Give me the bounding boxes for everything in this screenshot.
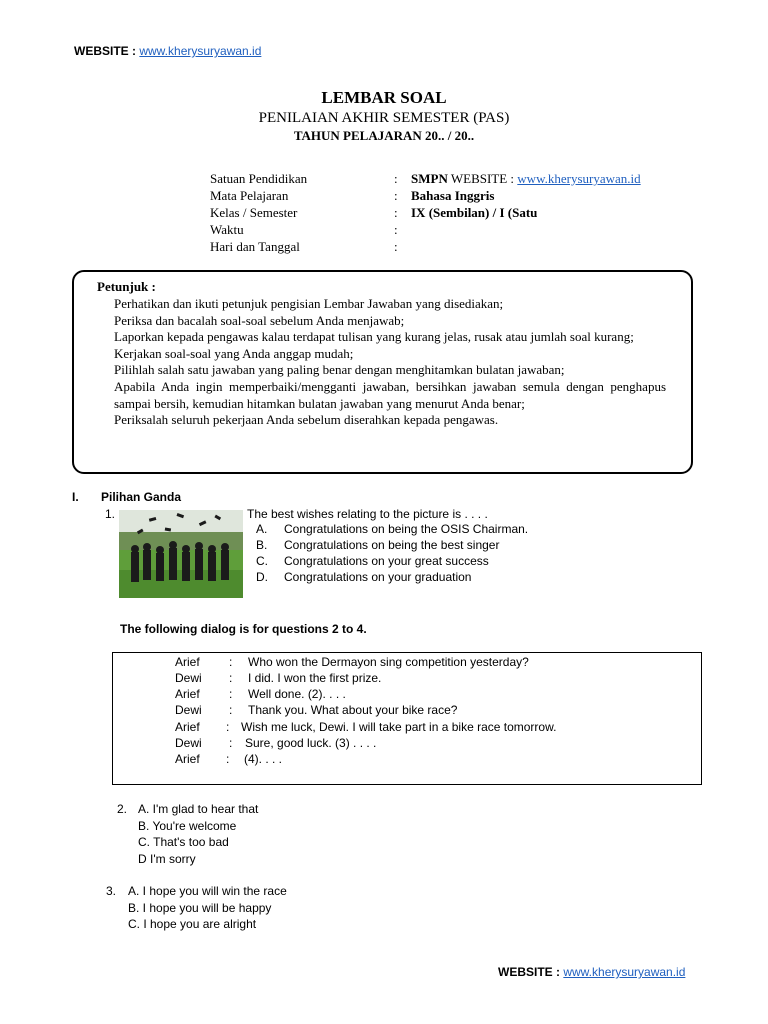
identity-row xyxy=(0,171,768,188)
dialog-line: (4). . . . xyxy=(244,752,283,766)
dialog-speaker: Dewi xyxy=(175,736,202,750)
page-title: LEMBAR SOAL xyxy=(321,88,447,107)
dialog-colon: : xyxy=(229,687,233,701)
identity-row xyxy=(0,222,768,239)
instruction-item: Periksa dan bacalah soal-soal sebelum Anda menjawab; xyxy=(114,312,405,328)
dialog-speaker: Dewi xyxy=(175,671,202,685)
dialog-line: Wish me luck, Dewi. I will take part in a bike race tomorrow. xyxy=(241,720,557,734)
identity-label: Waktu xyxy=(210,222,244,237)
instruction-item: Laporkan kepada pengawas kalau terdapat tulisan yang kurang jelas, rusak atau jumlah soal kurang; xyxy=(114,329,634,345)
q1-options xyxy=(0,522,768,592)
dialog-line: Who won the Dermayon sing competition yesterday? xyxy=(248,655,529,669)
option-text[interactable]: A. I hope you will win the race xyxy=(128,884,287,898)
option-text[interactable]: Congratulations on being the OSIS Chairman. xyxy=(284,522,529,536)
identity-value: IX (Sembilan) / I (Satu xyxy=(411,205,538,220)
instruction-item: Perhatikan dan ikuti petunjuk pengisian Lembar Jawaban yang disediakan; xyxy=(114,296,504,311)
identity-row xyxy=(0,205,768,222)
school-name: SMPN xyxy=(411,171,448,186)
option-letter: C. xyxy=(256,554,268,568)
dialog-colon: : xyxy=(226,752,230,766)
dialog-speaker: Arief xyxy=(175,687,200,701)
identity-label: Mata Pelajaran xyxy=(210,188,289,203)
question-number: 2. xyxy=(117,802,128,816)
question-number: 3. xyxy=(106,884,117,898)
dialog-intro: The following dialog is for questions 2 to 4. xyxy=(120,622,367,636)
identity-value xyxy=(411,171,641,187)
dialog-colon: : xyxy=(229,671,233,685)
option-text[interactable]: B. I hope you will be happy xyxy=(128,901,272,915)
instruction-item: Apabila Anda ingin memperbaiki/mengganti jawaban, bersihkan jawaban semula dengan penghapus sampai bersih, kemudian hitamkan bulatan jawaban yang menurut Anda benar; xyxy=(114,378,666,411)
footer-website-label: WEBSITE : xyxy=(498,965,564,979)
dialog-line: Sure, good luck. (3) . . . . xyxy=(245,736,377,750)
option-text[interactable]: C. That's too bad xyxy=(138,835,229,849)
instructions-title: Petunjuk : xyxy=(97,279,156,294)
instructions-list xyxy=(114,296,666,429)
section-title: Pilihan Ganda xyxy=(101,490,182,504)
dialog-speaker: Arief xyxy=(175,655,200,669)
dialog-speaker: Arief xyxy=(175,752,200,766)
header-website-link[interactable]: www.kherysuryawan.id xyxy=(139,44,262,58)
dialog-lines xyxy=(0,655,768,775)
instruction-item: Pilihlah salah satu jawaban yang paling benar dengan menghitamkan bulatan jawaban; xyxy=(114,362,565,378)
option-text[interactable]: D I'm sorry xyxy=(138,852,196,866)
instruction-item: Periksalah seluruh pekerjaan Anda sebelum diserahkan kepada pengawas. xyxy=(114,412,499,428)
option-letter: D. xyxy=(256,570,268,584)
section-number: I. xyxy=(72,490,79,504)
option-text[interactable]: Congratulations on being the best singer xyxy=(284,538,500,552)
question-text: The best wishes relating to the picture is . . . . xyxy=(247,507,488,521)
school-year: TAHUN PELAJARAN 20.. / 20.. xyxy=(293,128,475,143)
dialog-speaker: Dewi xyxy=(175,703,202,717)
header-website-label: WEBSITE : xyxy=(74,44,140,58)
identity-colon: : xyxy=(394,239,398,254)
identity-label: Kelas / Semester xyxy=(210,205,298,220)
identity-label: Hari dan Tanggal xyxy=(210,239,300,254)
school-website-label: WEBSITE : xyxy=(447,171,518,186)
option-text[interactable]: B. You're welcome xyxy=(138,819,237,833)
dialog-line: Thank you. What about your bike race? xyxy=(248,703,458,717)
identity-label: Satuan Pendidikan xyxy=(210,171,308,186)
option-letter: A. xyxy=(256,522,268,536)
dialog-line: Well done. (2). . . . xyxy=(248,687,346,701)
option-text[interactable]: C. I hope you are alright xyxy=(128,917,257,931)
dialog-colon: : xyxy=(229,655,233,669)
option-text[interactable]: Congratulations on your great success xyxy=(284,554,489,568)
identity-colon: : xyxy=(394,205,398,220)
page-subtitle: PENILAIAN AKHIR SEMESTER (PAS) xyxy=(258,110,510,126)
identity-colon: : xyxy=(394,222,398,237)
dialog-colon: : xyxy=(229,703,233,717)
question-number: 1. xyxy=(105,507,116,521)
dialog-line: I did. I won the first prize. xyxy=(248,671,382,685)
dialog-colon: : xyxy=(229,736,233,750)
school-website-link[interactable]: www.kherysuryawan.id xyxy=(517,171,641,186)
footer-website-link[interactable]: www.kherysuryawan.id xyxy=(563,965,686,979)
footer-website xyxy=(498,965,685,979)
identity-colon: : xyxy=(394,188,398,203)
option-letter: B. xyxy=(256,538,268,552)
identity-row xyxy=(0,188,768,205)
header-website xyxy=(74,44,261,58)
dialog-speaker: Arief xyxy=(175,720,200,734)
dialog-colon: : xyxy=(226,720,230,734)
instruction-item: Kerjakan soal-soal yang Anda anggap mudah; xyxy=(114,345,354,361)
identity-colon: : xyxy=(394,171,398,186)
option-text[interactable]: A. I'm glad to hear that xyxy=(138,802,259,816)
option-text[interactable]: Congratulations on your graduation xyxy=(284,570,472,584)
identity-row xyxy=(0,239,768,256)
identity-value: Bahasa Inggris xyxy=(411,188,495,203)
